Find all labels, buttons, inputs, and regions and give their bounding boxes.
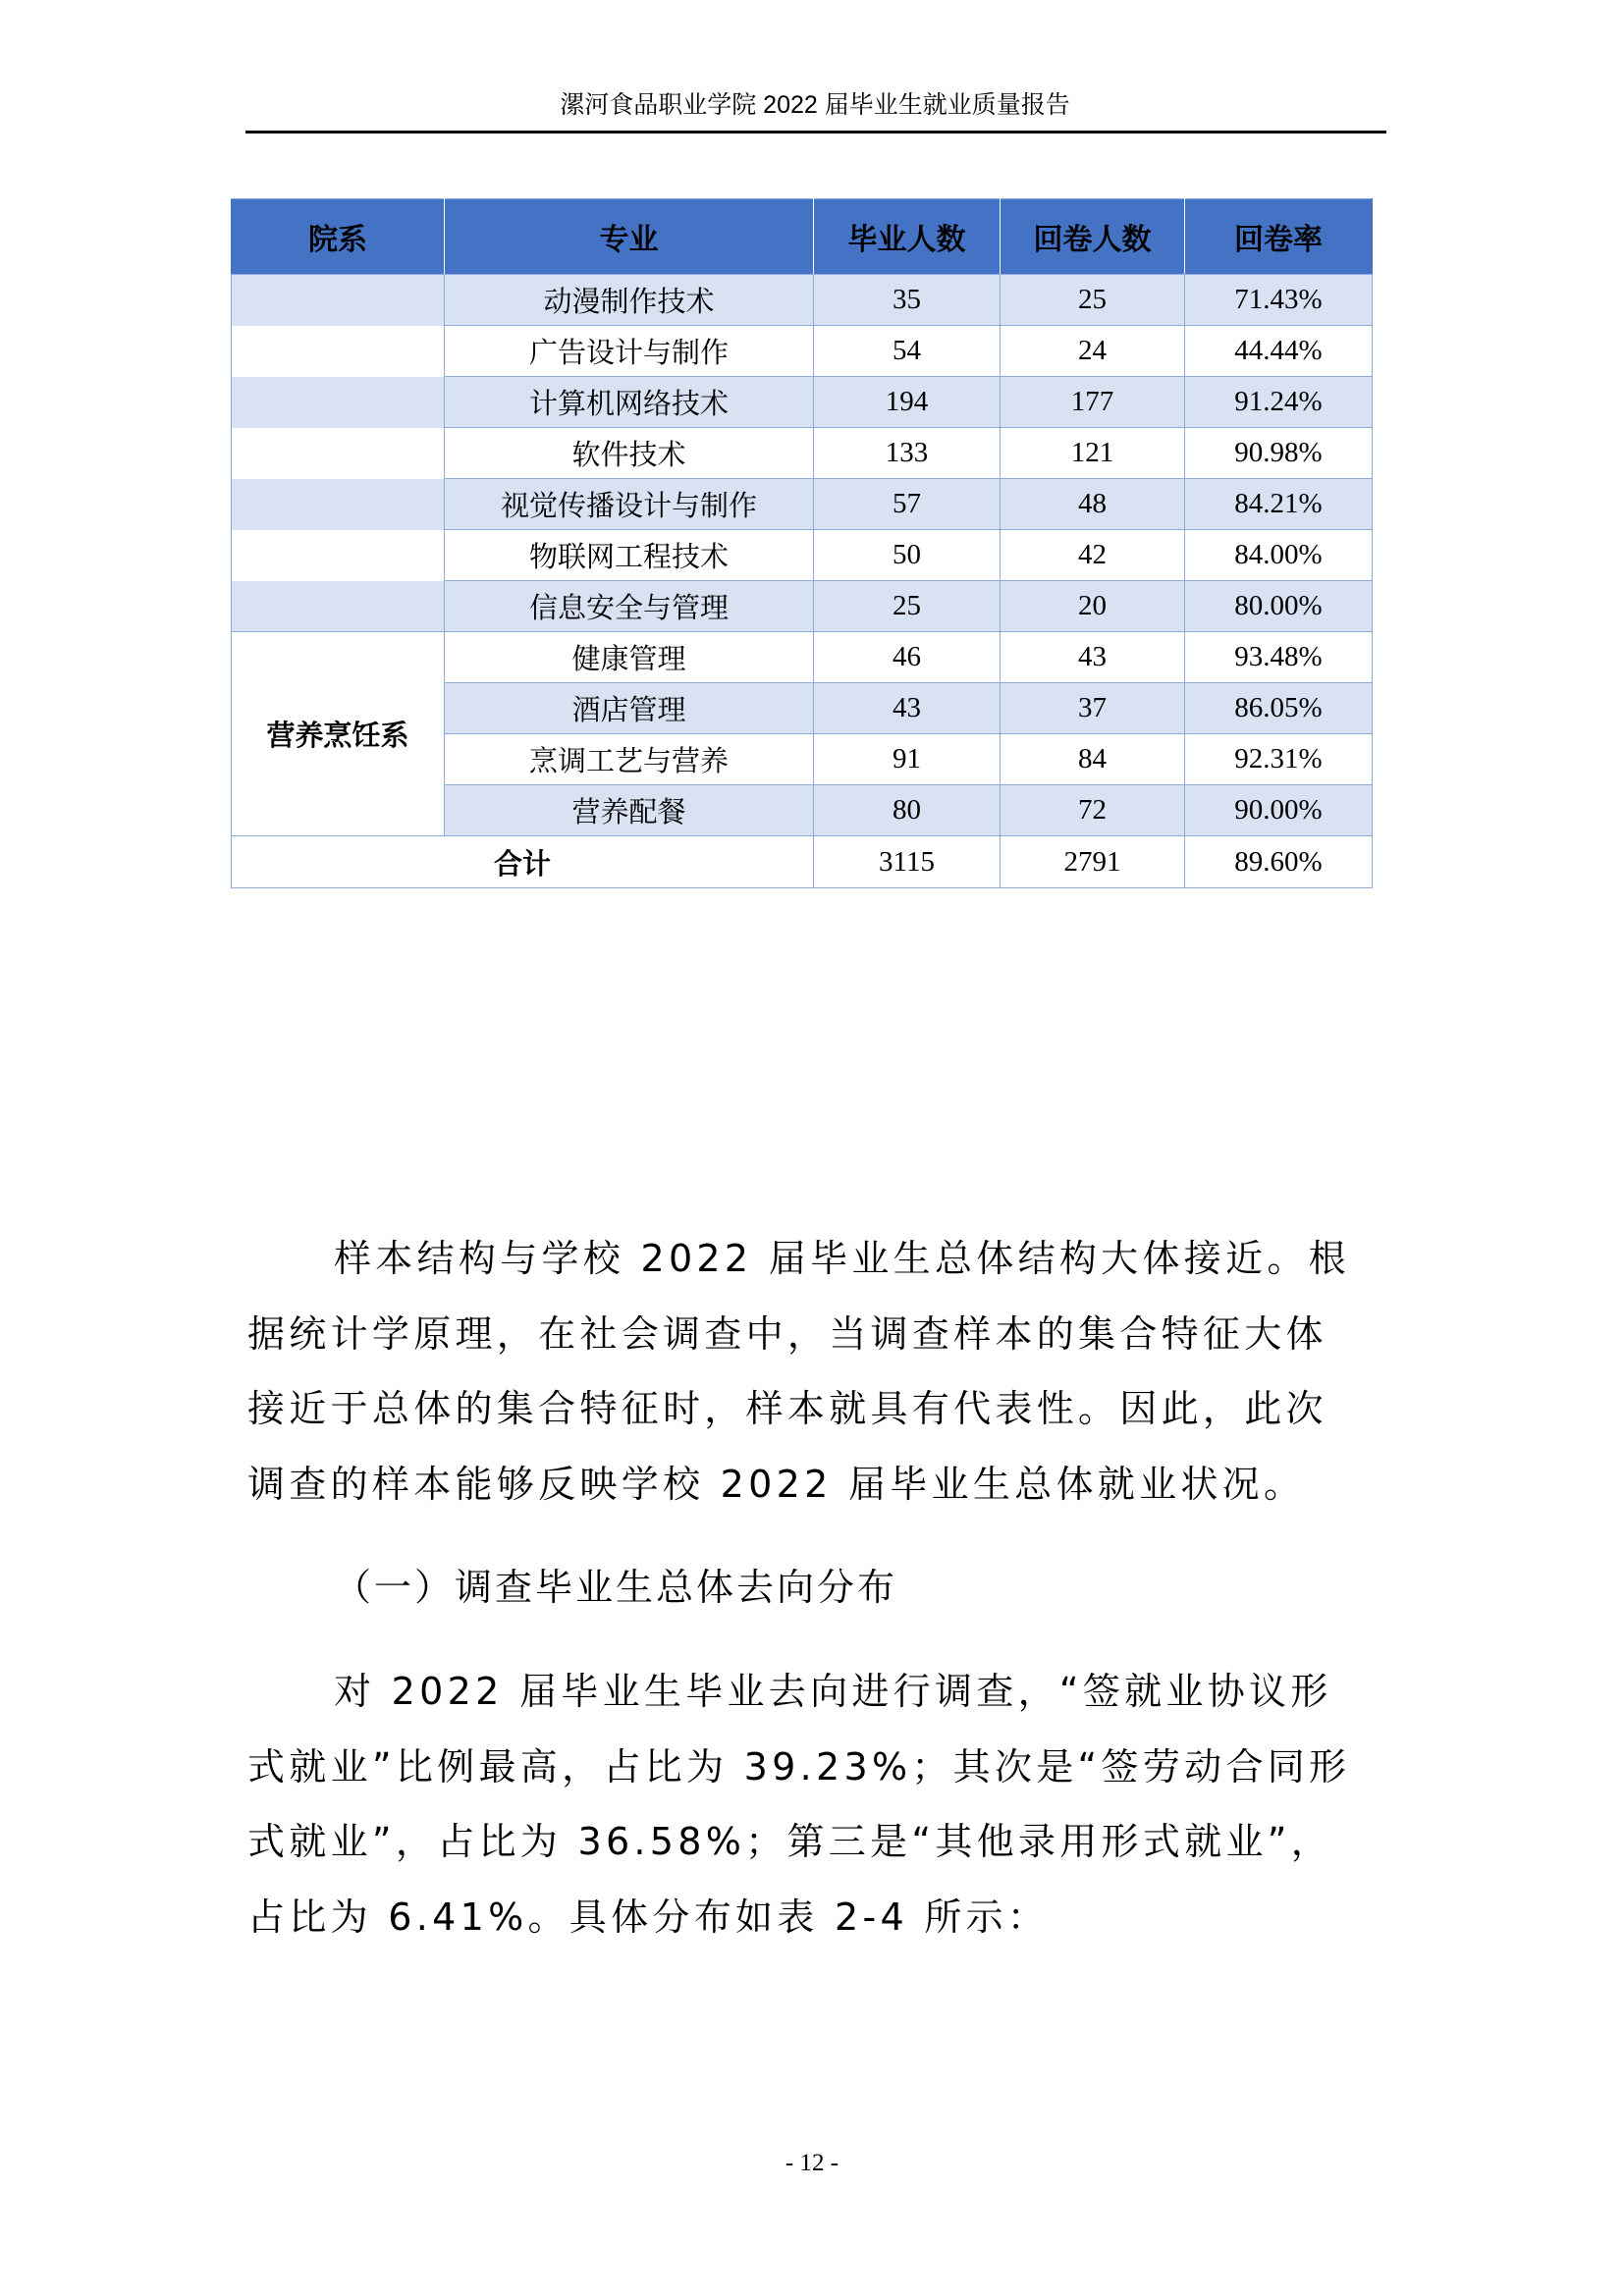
col-header-rate: 回卷率 — [1185, 199, 1373, 275]
paragraph-line: 对 2022 届毕业生毕业去向进行调查，“签就业协议形 — [334, 1670, 1332, 1713]
total-responses: 2791 — [1001, 836, 1185, 888]
paragraph-line: 式就业”，占比为 36.58%；第三是“其他录用形式就业”， — [247, 1820, 1333, 1863]
graduates-cell: 54 — [814, 326, 1001, 377]
dept-cell — [232, 428, 445, 479]
rate-cell: 90.00% — [1185, 785, 1373, 836]
response-rate-table — [231, 198, 1373, 888]
table-total-row — [232, 836, 1373, 888]
major-cell: 计算机网络技术 — [445, 377, 814, 428]
graduates-cell: 194 — [814, 377, 1001, 428]
major-cell: 烹调工艺与营养 — [445, 734, 814, 785]
dept-cell-nutrition: 营养烹饪系 — [232, 632, 445, 836]
major-cell: 视觉传播设计与制作 — [445, 479, 814, 530]
major-cell: 酒店管理 — [445, 683, 814, 734]
graduates-cell: 133 — [814, 428, 1001, 479]
col-header-responses: 回卷人数 — [1001, 199, 1185, 275]
graduates-cell: 80 — [814, 785, 1001, 836]
responses-cell: 20 — [1001, 581, 1185, 632]
rate-cell: 71.43% — [1185, 275, 1373, 326]
responses-cell: 43 — [1001, 632, 1185, 683]
rate-cell: 93.48% — [1185, 632, 1373, 683]
major-cell: 物联网工程技术 — [445, 530, 814, 581]
graduates-cell: 25 — [814, 581, 1001, 632]
table-row — [232, 275, 1373, 326]
paragraph-sample-structure — [247, 1221, 1386, 1522]
rate-cell: 84.00% — [1185, 530, 1373, 581]
dept-cell — [232, 326, 445, 377]
paragraph-line: 占比为 6.41%。具体分布如表 2-4 所示： — [247, 1895, 1050, 1939]
col-header-dept: 院系 — [232, 199, 445, 275]
rate-cell: 90.98% — [1185, 428, 1373, 479]
table-row — [232, 428, 1373, 479]
paragraph-line: 据统计学原理，在社会调查中，当调查样本的集合特征大体 — [247, 1311, 1327, 1356]
responses-cell: 84 — [1001, 734, 1185, 785]
table-row — [232, 632, 1373, 683]
responses-cell: 121 — [1001, 428, 1185, 479]
col-header-major: 专业 — [445, 199, 814, 275]
rate-cell: 86.05% — [1185, 683, 1373, 734]
dept-cell — [232, 377, 445, 428]
responses-cell: 24 — [1001, 326, 1185, 377]
rate-cell: 44.44% — [1185, 326, 1373, 377]
section-heading: （一）调查毕业生总体去向分布 — [334, 1566, 898, 1609]
rate-cell: 91.24% — [1185, 377, 1373, 428]
major-cell: 营养配餐 — [445, 785, 814, 836]
graduates-cell: 91 — [814, 734, 1001, 785]
major-cell: 健康管理 — [445, 632, 814, 683]
dept-cell — [232, 530, 445, 581]
graduates-cell: 50 — [814, 530, 1001, 581]
dept-cell — [232, 275, 445, 326]
major-cell: 广告设计与制作 — [445, 326, 814, 377]
major-cell: 动漫制作技术 — [445, 275, 814, 326]
rate-cell: 92.31% — [1185, 734, 1373, 785]
responses-cell: 48 — [1001, 479, 1185, 530]
total-graduates: 3115 — [814, 836, 1001, 888]
table-row — [232, 479, 1373, 530]
responses-cell: 72 — [1001, 785, 1185, 836]
dept-cell — [232, 581, 445, 632]
rate-cell: 80.00% — [1185, 581, 1373, 632]
major-cell: 软件技术 — [445, 428, 814, 479]
paragraph-line: 式就业”比例最高，占比为 39.23%；其次是“签劳动合同形 — [247, 1744, 1351, 1789]
col-header-graduates: 毕业人数 — [814, 199, 1001, 275]
table-row — [232, 326, 1373, 377]
paragraph-destination — [247, 1654, 1386, 1954]
header-rule — [245, 131, 1386, 133]
dept-cell — [232, 479, 445, 530]
graduates-cell: 35 — [814, 275, 1001, 326]
paragraph-line: 调查的样本能够反映学校 2022 届毕业生总体就业状况。 — [247, 1462, 1306, 1506]
responses-cell: 177 — [1001, 377, 1185, 428]
responses-cell: 25 — [1001, 275, 1185, 326]
page-number: - 12 - — [785, 2150, 839, 2176]
table-header-row — [232, 199, 1373, 275]
table-row — [232, 377, 1373, 428]
total-label: 合计 — [232, 836, 814, 888]
graduates-cell: 57 — [814, 479, 1001, 530]
responses-cell: 42 — [1001, 530, 1185, 581]
table-row — [232, 530, 1373, 581]
graduates-cell: 43 — [814, 683, 1001, 734]
running-header: 漯河食品职业学院 2022 届毕业生就业质量报告 — [560, 91, 1070, 119]
graduates-cell: 46 — [814, 632, 1001, 683]
paragraph-line: 接近于总体的集合特征时，样本就具有代表性。因此，此次 — [247, 1387, 1327, 1430]
major-cell: 信息安全与管理 — [445, 581, 814, 632]
total-rate: 89.60% — [1185, 836, 1373, 888]
table-row — [232, 581, 1373, 632]
responses-cell: 37 — [1001, 683, 1185, 734]
paragraph-line: 样本结构与学校 2022 届毕业生总体结构大体接近。根 — [334, 1237, 1350, 1280]
rate-cell: 84.21% — [1185, 479, 1373, 530]
